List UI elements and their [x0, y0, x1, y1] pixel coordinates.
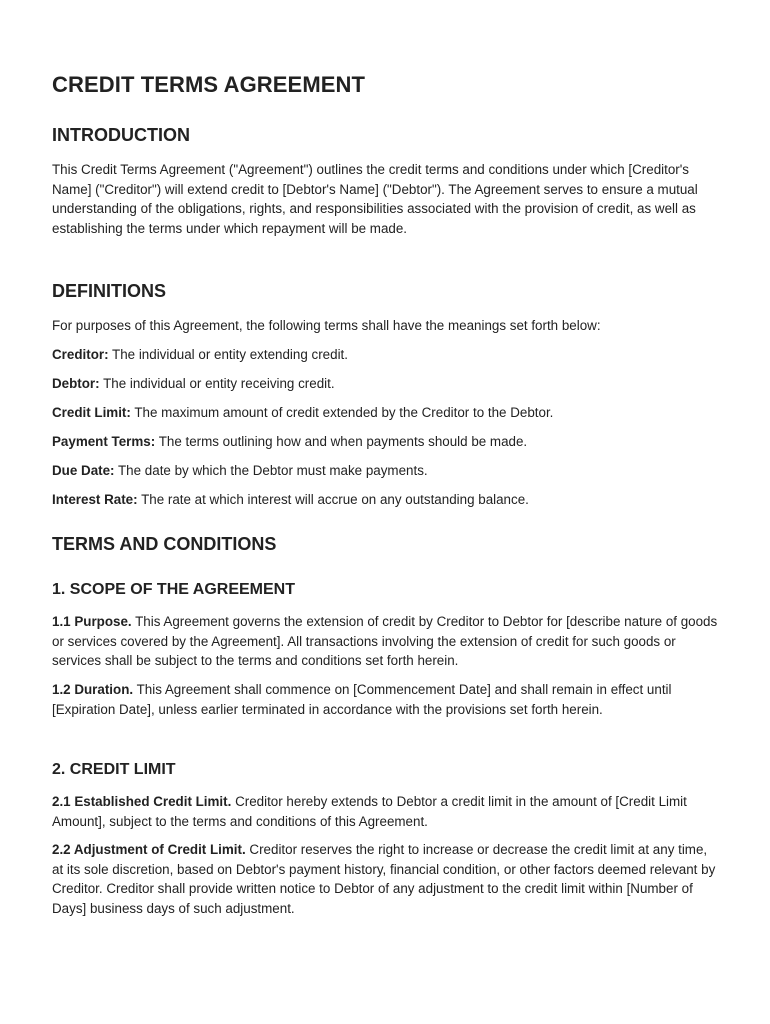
section-heading: 2. CREDIT LIMIT: [52, 761, 176, 778]
document-title: CREDIT TERMS AGREEMENT: [52, 72, 366, 97]
terms-heading: TERMS AND CONDITIONS: [52, 534, 277, 554]
definition-term: Payment Terms:: [52, 434, 156, 449]
clause-paragraph: [52, 680, 718, 719]
clause-text: Creditor reserves the right to increase or decrease the credit limit at any time, at its sole discretion, based on Debtor's payment history, financial condition, or other factors deemed relevant by Creditor. Creditor shall provide written notice to Debtor of any adjustment to the credit limit within [Number of Days] business days of such adjustment.: [52, 842, 716, 916]
definition-text: The terms outlining how and when payments should be made.: [158, 434, 528, 449]
definition-term: Interest Rate:: [52, 492, 138, 507]
definition-text: The individual or entity receiving credit.: [103, 376, 335, 391]
clause-text: This Agreement governs the extension of credit by Creditor to Debtor for [describe nature of goods or services covered by the Agreement]. All transactions involving the extension of credit for such goods or services shall be subject to the terms and conditions set forth herein.: [52, 614, 718, 669]
definition-text: The date by which the Debtor must make payments.: [118, 463, 428, 478]
definition-text: The maximum amount of credit extended by the Creditor to the Debtor.: [134, 405, 554, 420]
clause-label: 1.2 Duration.: [52, 682, 134, 697]
section-heading: 1. SCOPE OF THE AGREEMENT: [52, 581, 295, 598]
clause-paragraph: [52, 792, 718, 831]
definition-item: [52, 374, 718, 394]
definition-term: Due Date:: [52, 463, 115, 478]
definition-item: [52, 403, 718, 423]
definition-text: The individual or entity extending credit.: [112, 347, 348, 362]
definition-item: [52, 490, 718, 510]
clause-label: 2.2 Adjustment of Credit Limit.: [52, 842, 246, 857]
introduction-paragraph: This Credit Terms Agreement ("Agreement") outlines the credit terms and conditions under which [Creditor's Name] ("Creditor") will extend credit to [Debtor's Name] ("Debtor"). The Agreement serves to ensure a mutual understanding of the obligations, rights, and responsibilities associated with the provision of credit, as well as establishing the terms under which repayment will be made.: [52, 162, 698, 236]
definition-item: [52, 345, 718, 365]
definitions-heading: DEFINITIONS: [52, 281, 167, 301]
definition-text: The rate at which interest will accrue on any outstanding balance.: [141, 492, 529, 507]
clause-label: 2.1 Established Credit Limit.: [52, 794, 232, 809]
definition-item: [52, 432, 718, 452]
definition-term: Debtor:: [52, 376, 100, 391]
definition-term: Credit Limit:: [52, 405, 131, 420]
clause-label: 1.1 Purpose.: [52, 614, 132, 629]
clause-paragraph: [52, 612, 718, 671]
introduction-heading: INTRODUCTION: [52, 125, 190, 145]
definition-item: [52, 461, 718, 481]
clause-text: This Agreement shall commence on [Commencement Date] and shall remain in effect until [Expiration Date], unless earlier terminated in accordance with the provisions set forth herein.: [52, 682, 672, 717]
clause-paragraph: [52, 840, 718, 918]
clause-text: Creditor hereby extends to Debtor a credit limit in the amount of [Credit Limit Amount], subject to the terms and conditions of this Agreement.: [52, 794, 687, 829]
definitions-intro: For purposes of this Agreement, the following terms shall have the meanings set forth below:: [52, 318, 601, 333]
definition-term: Creditor:: [52, 347, 109, 362]
